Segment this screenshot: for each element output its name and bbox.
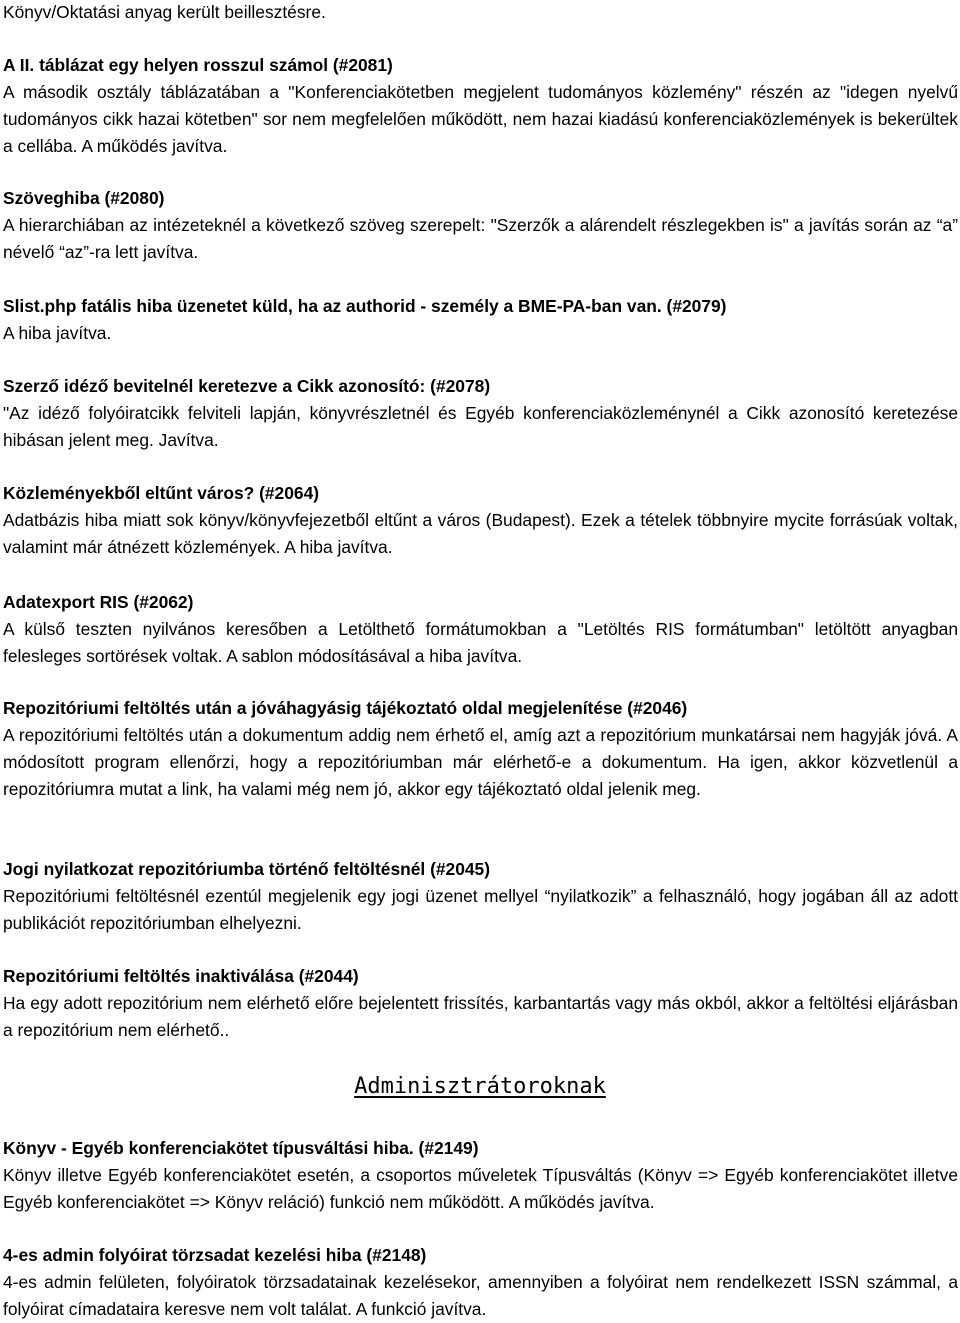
entry-title: Adatexport RIS (#2062) [3,592,194,612]
entry-body: A második osztály táblázatában a "Konferenciakötetben megjelent tudományos közlemény" részén az "idegen nyelvű tudományos cikk hazai kötetben" sor nem megfelelően működött, nem hazai kiadású konferenciaközlemények is bekerültek a cellába. A működés javítva. [3,82,958,156]
entry-2062 [3,589,958,670]
entry-body: A külső teszten nyilvános keresőben a Letölthető formátumokban a "Letöltés RIS formátumban" letöltött anyagban felesleges sortörések voltak. A sablon módosításával a hiba javítva. [3,619,958,666]
entry-body: Adatbázis hiba miatt sok könyv/könyvfejezetből eltűnt a város (Budapest). Ezek a tételek többnyire mycite forrásúak voltak, valamint már átnézett közlemények. A hiba javítva. [3,510,958,557]
admin-entry-2149 [3,1135,958,1216]
admin-entry-2148 [3,1242,958,1323]
entry-title: Repozitóriumi feltöltés után a jóváhagyásig tájékoztató oldal megjelenítése (#2046) [3,698,688,718]
entry-body: A repozitóriumi feltöltés után a dokumentum addig nem érhető el, amíg azt a repozitórium munkatársai nem hagyják jóvá. A módosított program ellenőrzi, hogy a repozitóriumban már elérhető-e a dokumentum. Ha igen, akkor közvetlenül a repozitóriumra mutat a link, ha valami még nem jó, akkor egy tájékoztató oldal jelenik meg. [3,725,958,799]
entry-title [3,480,958,507]
entry-body: "Az idéző folyóiratcikk felviteli lapján, könyvrészletnél és Egyéb konferenciaközleménynél a Cikk azonosító keretezése hibásan jelent meg. Javítva. [3,403,958,450]
entry-body: A hierarchiában az intézeteknél a következő szöveg szerepelt: "Szerzők a alárendelt részlegekben is" a javítás során az “a” névelő “az”-ra lett javítva. [3,215,958,262]
entry-body: Könyv illetve Egyéb konferenciakötet esetén, a csoportos műveletek Típusváltás (Könyv => Egyéb konferenciakötet illetve Egyéb konferenciakötet => Könyv reláció) funkció nem működött. A működés javítva. [3,1165,958,1212]
entry-body: 4-es admin felületen, folyóiratok törzsadatainak kezelésekor, amennyiben a folyóirat nem rendelkezett ISSN számmal, a folyóirat címadataira keresve nem volt találat. A funkció javítva. [3,1272,958,1319]
entry-2044 [3,963,958,1044]
entry-title: Szerző idéző bevitelnél keretezve a Cikk azonosító: (#2078) [3,376,491,396]
entry-title-bold: Közleményekből eltűnt város? [3,483,255,503]
entry-2045 [3,856,958,937]
intro-text: Könyv/Oktatási anyag került beillesztésre. [3,2,326,22]
entry-title: Szöveghiba (#2080) [3,188,165,208]
entry-title: Jogi nyilatkozat repozitóriumba történő feltöltésnél (#2045) [3,859,491,879]
entry-2078 [3,373,958,454]
entry-2046 [3,695,958,803]
entry-title: 4-es admin folyóirat törzsadat kezelési hiba (#2148) [3,1245,427,1265]
entry-title: Slist.php fatális hiba üzenetet küld, ha az authorid - személy a BME-PA-ban van. (#2079) [3,296,727,316]
entry-body: Repozitóriumi feltöltésnél ezentúl megjelenik egy jogi üzenet mellyel “nyilatkozik” a felhasználó, hogy jogában áll az adott publikációt repozitóriumban elhelyezni. [3,886,958,933]
entry-2080 [3,185,958,266]
entry-body: A hiba javítva. [3,323,112,343]
entry-2081 [3,52,958,160]
entry-title: Repozitóriumi feltöltés inaktiválása (#2044) [3,966,359,986]
entry-2064 [3,480,958,561]
entry-title-number: (#2064) [254,483,320,503]
entry-2079 [3,293,958,347]
entry-title: Könyv - Egyéb konferenciakötet típusváltási hiba. (#2149) [3,1138,479,1158]
section-heading-admin: Adminisztrátoroknak [354,1074,606,1099]
entry-title: A II. táblázat egy helyen rosszul számol (#2081) [3,55,393,75]
entry-body: Ha egy adott repozitórium nem elérhető előre bejelentett frissítés, karbantartás vagy más okból, akkor a feltöltési eljárásban a repozitórium nem elérhető.. [3,993,958,1040]
